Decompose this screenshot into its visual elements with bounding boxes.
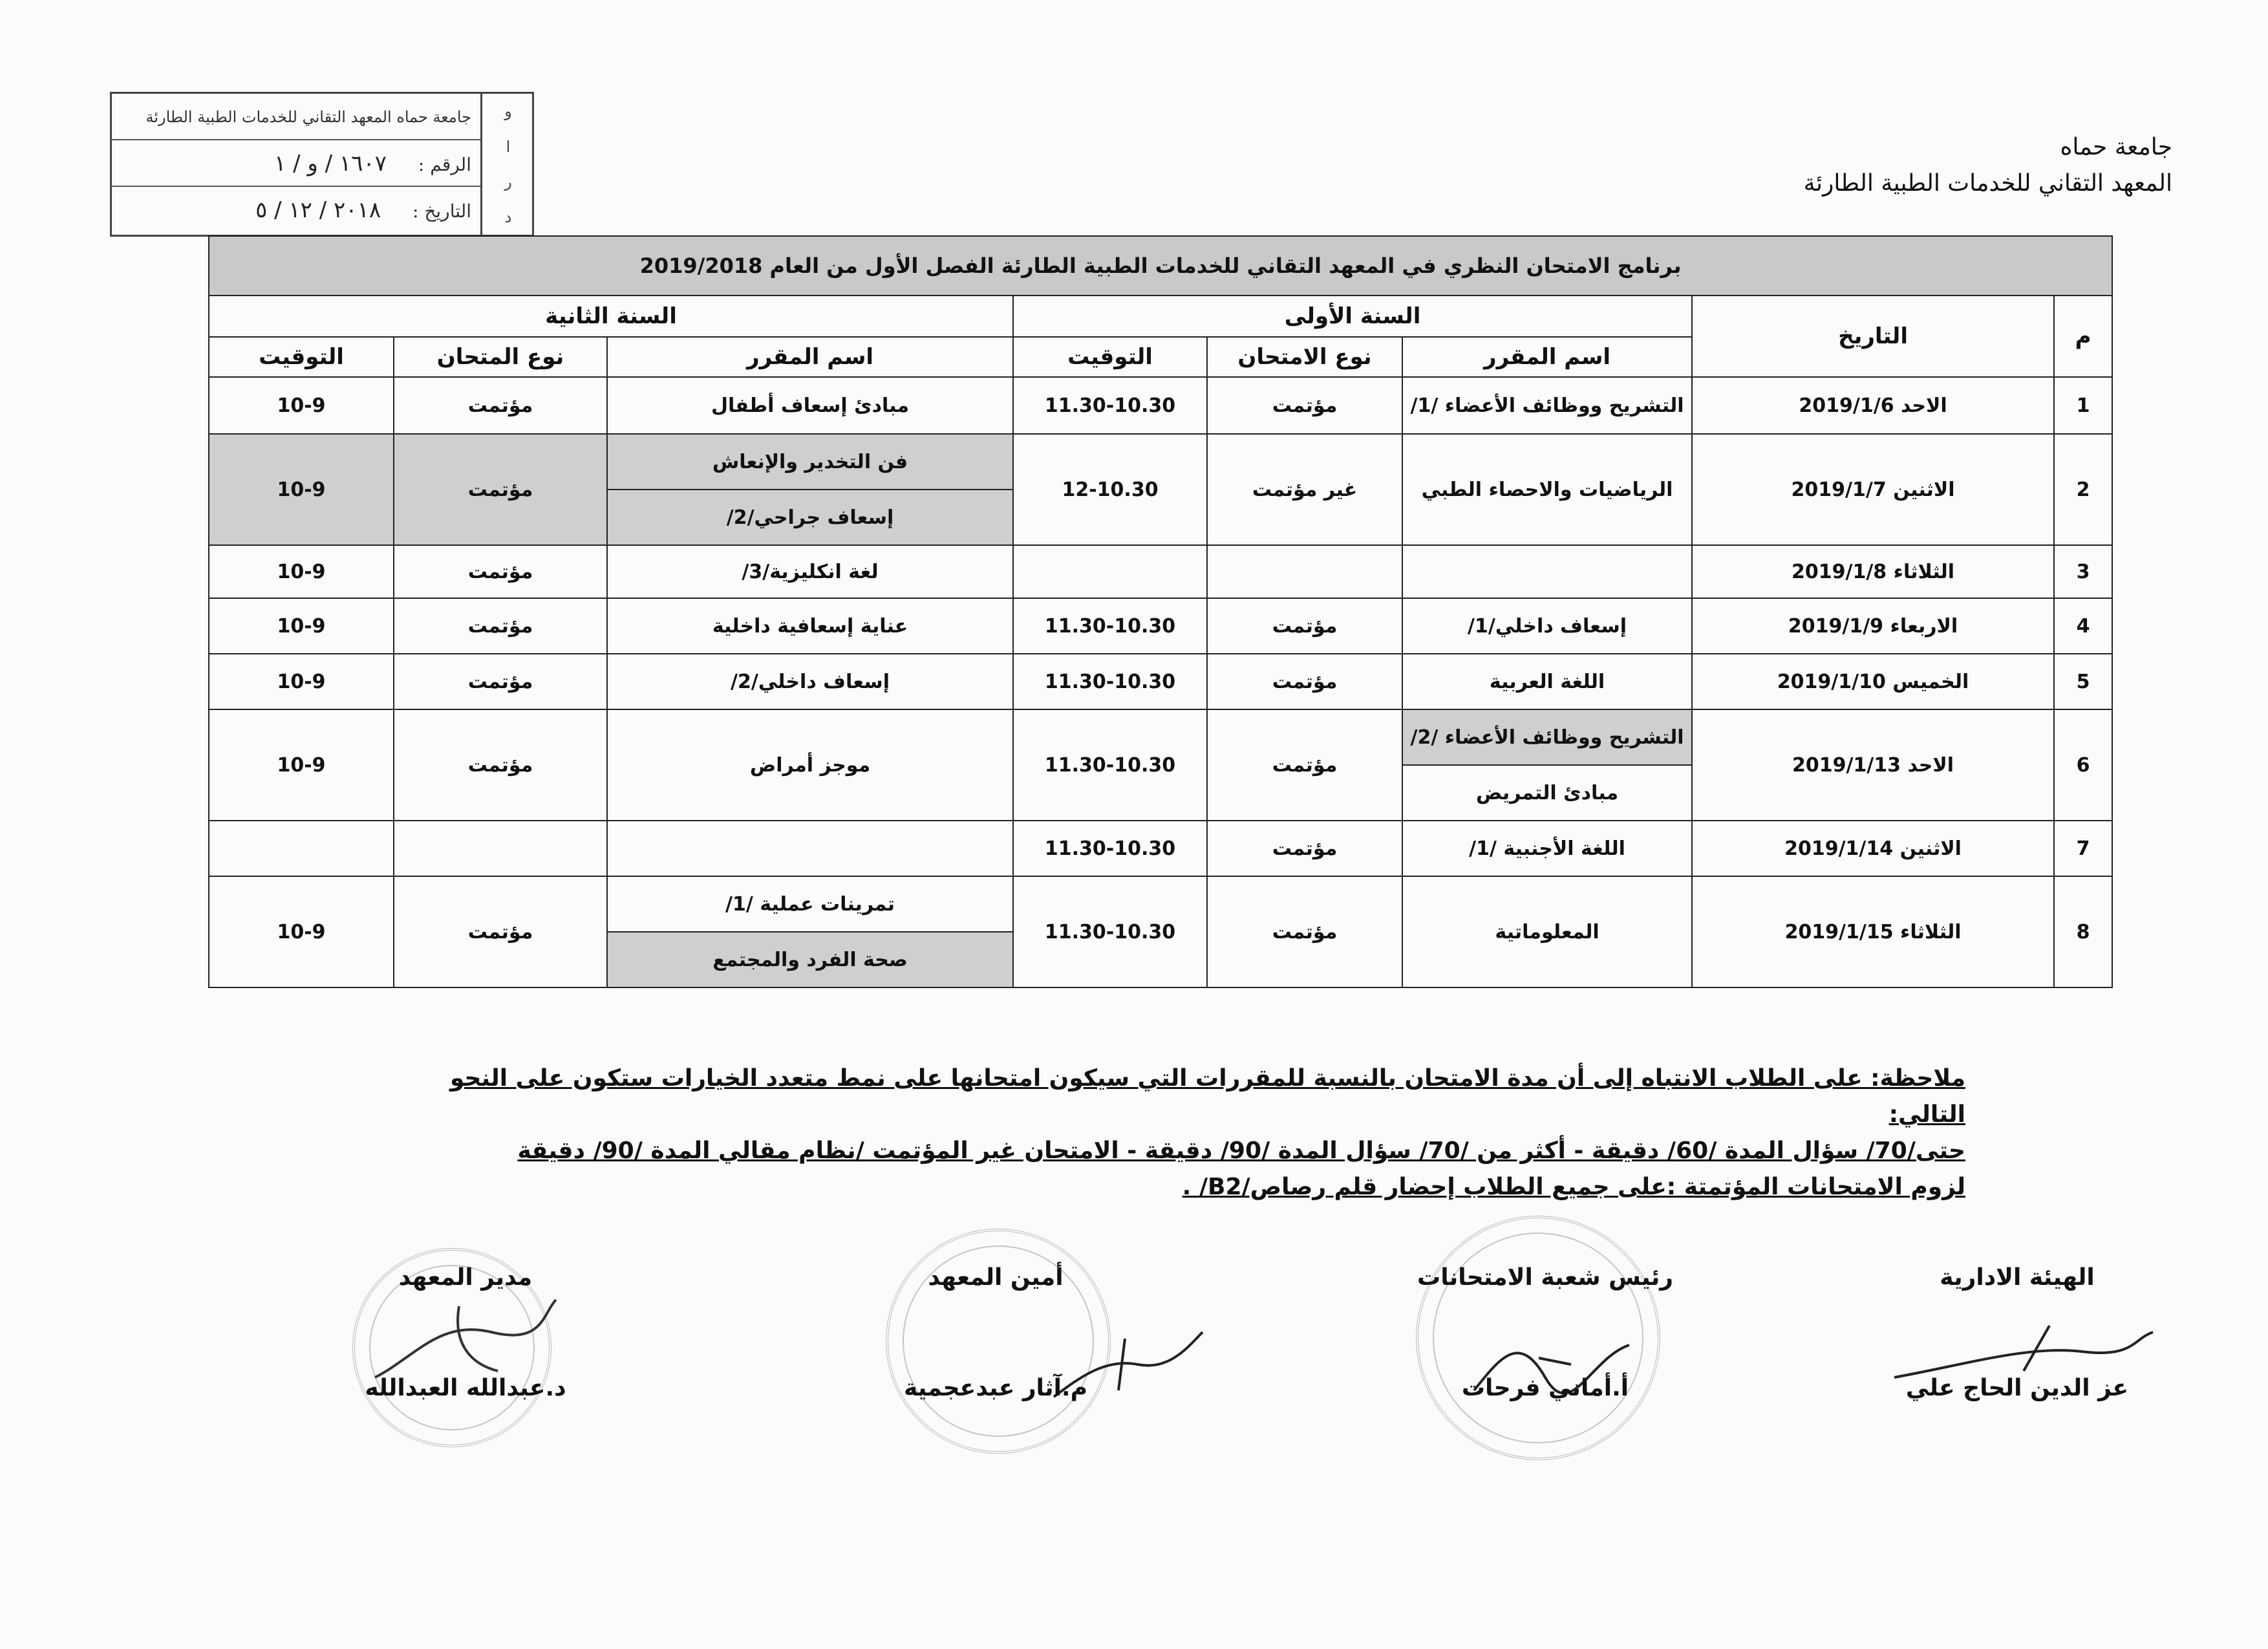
stamp-date-row	[112, 187, 480, 233]
y2-course: موجز أمراض	[607, 709, 1013, 821]
row-number: 1	[2054, 377, 2112, 434]
table-row	[209, 377, 2112, 434]
exam-schedule-table	[208, 235, 2113, 988]
y2-type: مؤتمت	[394, 598, 607, 654]
university-name: جامعة حماه	[2060, 134, 2172, 160]
y2-course: إسعاف داخلي/2/	[607, 654, 1013, 709]
y2-time: 10-9	[209, 377, 394, 434]
y1-type	[1207, 545, 1402, 598]
table-row	[209, 654, 2112, 709]
y1-course: اللغة الأجنبية /1/	[1402, 821, 1692, 876]
y1-type: مؤتمت	[1207, 709, 1402, 821]
institute-name: المعهد التقاني للخدمات الطبية الطارئة	[1803, 170, 2172, 197]
y1-time: 12-10.30	[1013, 434, 1207, 545]
y2-course: لغة انكليزية/3/	[607, 545, 1013, 598]
row-number: 5	[2054, 654, 2112, 709]
row-date: الاحد 2019/1/6	[1692, 377, 2054, 434]
y1-time: 11.30-10.30	[1013, 821, 1207, 876]
signature-name: عز الدين الحاج علي	[1905, 1375, 2129, 1401]
y1-course-header: اسم المقرر	[1402, 337, 1692, 377]
table-row	[209, 598, 2112, 654]
y1-course: المعلوماتية	[1402, 876, 1692, 987]
y1-time: 11.30-10.30	[1013, 709, 1207, 821]
stamp-ref-row	[112, 140, 480, 187]
signature-title: الهيئة الادارية	[1940, 1264, 2095, 1291]
row-number: 3	[2054, 545, 2112, 598]
table-row	[209, 821, 2112, 876]
stamp-side-letter: د	[504, 208, 512, 226]
row-number: 6	[2054, 709, 2112, 821]
y1-type: مؤتمت	[1207, 821, 1402, 876]
col-number-header: م	[2054, 296, 2112, 377]
reference-stamp	[110, 92, 534, 237]
y1-time: 11.30-10.30	[1013, 598, 1207, 654]
y1-type: مؤتمت	[1207, 876, 1402, 987]
signature-title: رئيس شعبة الامتحانات	[1417, 1264, 1673, 1291]
y2-type: مؤتمت	[394, 654, 607, 709]
y1-time: 11.30-10.30	[1013, 876, 1207, 987]
y1-course: إسعاف داخلي/1/	[1402, 598, 1692, 654]
year-header-row	[209, 296, 2112, 337]
stamp-side-letter: ا	[506, 137, 511, 156]
y1-course-list	[1403, 710, 1691, 820]
y1-course	[1402, 545, 1692, 598]
stamp-org: جامعة حماه المعهد التقاني للخدمات الطبية الطارئة	[112, 94, 480, 140]
row-number: 7	[2054, 821, 2112, 876]
y2-type: مؤتمت	[394, 434, 607, 545]
y1-course: التشريح ووظائف الأعضاء /1/	[1402, 377, 1692, 434]
stamp-fields	[112, 94, 482, 235]
y2-time: 10-9	[209, 545, 394, 598]
y2-time: 10-9	[209, 598, 394, 654]
y2-time: 10-9	[209, 434, 394, 545]
y2-time: 10-9	[209, 709, 394, 821]
y1-course: الرياضيات والاحصاء الطبي	[1402, 434, 1692, 545]
y2-type	[394, 821, 607, 876]
y1-course: مبادئ التمريض	[1475, 781, 1619, 804]
y1-type: مؤتمت	[1207, 377, 1402, 434]
y2-course: صحة الفرد والمجتمع	[608, 932, 1012, 987]
signature-name: م.آثار عبدعجمية	[904, 1375, 1087, 1401]
row-date: الاثنين 2019/1/7	[1692, 434, 2054, 545]
note-line: حتى/70/ سؤال المدة /60/ دقيقة - أكثر من /70/ سؤال المدة /90/ دقيقة - الامتحان غير المؤتمت /نظام مقالي المدة /90/ دقيقة	[517, 1137, 1965, 1164]
y2-type: مؤتمت	[394, 377, 607, 434]
y2-course-header: اسم المقرر	[607, 337, 1013, 377]
y1-type: مؤتمت	[1207, 654, 1402, 709]
year2-header: السنة الثانية	[209, 296, 1013, 337]
stamp-ref-label: الرقم :	[418, 154, 471, 175]
exam-note	[388, 1061, 1965, 1205]
table-row	[209, 876, 2112, 987]
stamp-side-letters	[484, 94, 532, 235]
signature-title: مدير المعهد	[398, 1264, 533, 1291]
y2-type: مؤتمت	[394, 876, 607, 987]
y2-course: تمرينات عملية /1/	[608, 877, 1012, 932]
y1-type-header: نوع الامتحان	[1207, 337, 1402, 377]
table-title: برنامج الامتحان النظري في المعهد التقاني للخدمات الطبية الطارئة الفصل الأول من العام 2019/2018	[209, 236, 2112, 296]
stamp-ref-value: ١٦٠٧ / و / ١	[274, 151, 387, 177]
y1-time: 11.30-10.30	[1013, 377, 1207, 434]
y2-time: 10-9	[209, 876, 394, 987]
signature-director	[297, 1264, 634, 1401]
stamp-side-letter: ر	[504, 173, 512, 191]
note-line: لزوم الامتحانات المؤتمتة :على جميع الطلاب إحضار قلم رصاص/B2/ .	[1182, 1174, 1965, 1200]
y1-type: غير مؤتمت	[1207, 434, 1402, 545]
y2-course: إسعاف جراحي/2/	[726, 506, 894, 529]
y2-type-header: نوع المتحان	[394, 337, 607, 377]
y2-course-list	[608, 435, 1012, 544]
signature-name: د.عبدالله العبدالله	[365, 1375, 566, 1401]
y2-type: مؤتمت	[394, 709, 607, 821]
table-title-row	[209, 236, 2112, 296]
row-date: الثلاثاء 2019/1/8	[1692, 545, 2054, 598]
y1-course-split	[1402, 709, 1692, 821]
y1-course: التشريح ووظائف الأعضاء /2/	[1403, 710, 1691, 765]
row-number: 8	[2054, 876, 2112, 987]
y1-course: اللغة العربية	[1402, 654, 1692, 709]
signature-name: أ.أماني فرحات	[1461, 1375, 1629, 1401]
y2-time: 10-9	[209, 654, 394, 709]
y2-course-split	[607, 434, 1013, 545]
row-date: الخميس 2019/1/10	[1692, 654, 2054, 709]
table-row	[209, 434, 2112, 545]
y2-time	[209, 821, 394, 876]
col-date-header: التاريخ	[1692, 296, 2054, 377]
y2-course-split	[607, 876, 1013, 987]
y2-course-list	[608, 877, 1012, 987]
y2-course	[607, 821, 1013, 876]
signature-admin	[1849, 1264, 2185, 1401]
table-row	[209, 545, 2112, 598]
note-line: ملاحظة: على الطلاب الانتباه إلى أن مدة الامتحان بالنسبة للمقررات التي سيكون امتحانها على نمط متعدد الخيارات ستكون على النحو التالي:	[449, 1065, 1965, 1128]
signature-secretary	[828, 1264, 1164, 1401]
signature-title: أمين المعهد	[928, 1264, 1064, 1291]
year1-header: السنة الأولى	[1013, 296, 1692, 337]
y1-time: 11.30-10.30	[1013, 654, 1207, 709]
y1-time	[1013, 545, 1207, 598]
y2-course: عناية إسعافية داخلية	[607, 598, 1013, 654]
row-date: الاثنين 2019/1/14	[1692, 821, 2054, 876]
y2-type: مؤتمت	[394, 545, 607, 598]
row-number: 4	[2054, 598, 2112, 654]
y2-course: مبادئ إسعاف أطفال	[607, 377, 1013, 434]
table-row	[209, 709, 2112, 821]
row-date: الاحد 2019/1/13	[1692, 709, 2054, 821]
stamp-side-letter: و	[504, 102, 512, 121]
y1-type: مؤتمت	[1207, 598, 1402, 654]
y1-time-header: التوقيت	[1013, 337, 1207, 377]
stamp-date-label: التاريخ :	[412, 200, 471, 222]
y2-time-header: التوقيت	[209, 337, 394, 377]
y2-course: فن التخدير والإنعاش	[608, 435, 1012, 490]
institution-header	[1655, 129, 2172, 202]
signature-exams-head	[1377, 1264, 1713, 1401]
row-date: الاربعاء 2019/1/9	[1692, 598, 2054, 654]
stamp-date-value: ٢٠١٨ / ١٢ / ٥	[255, 197, 381, 223]
row-number: 2	[2054, 434, 2112, 545]
row-date: الثلاثاء 2019/1/15	[1692, 876, 2054, 987]
